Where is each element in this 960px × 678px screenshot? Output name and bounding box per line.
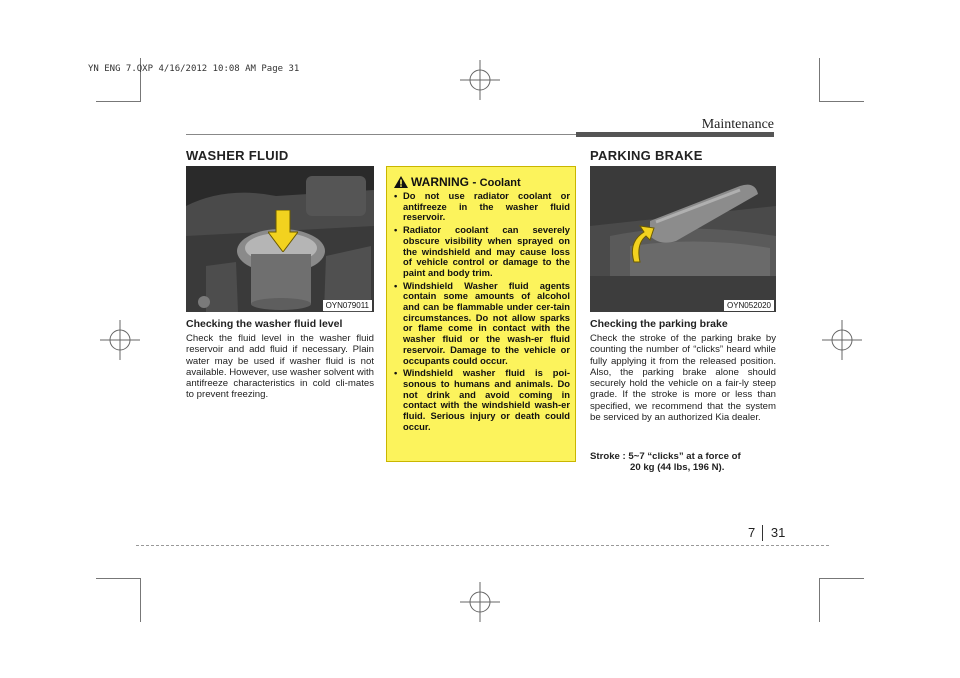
warning-item: • Windshield Washer fluid agents contain some amounts of alcohol and can be flammable under cer-tain circumstances. Do not allow sparks or flame come in contact with the washer fluid or the wash-er fluid reservoir. Damage to the vehicle or occupants could occur. [394,281,570,367]
warning-box [386,166,576,462]
registration-mark-icon [460,582,500,622]
crop-mark [819,578,820,622]
page-number-value: 31 [770,525,786,540]
print-slug: YN ENG 7.QXP 4/16/2012 10:08 AM Page 31 [88,64,300,74]
parking-brake-photo [590,166,776,312]
registration-mark-icon [822,320,862,360]
stroke-line-2: 20 kg (44 lbs, 196 N). [630,462,725,474]
header-bar [576,132,774,137]
warning-title [411,175,521,189]
washer-subhead: Checking the washer fluid level [186,318,343,330]
crop-mark [140,578,141,622]
warning-title-sub: Coolant [479,177,521,189]
stroke-spec [590,451,776,474]
page-number [748,525,785,540]
registration-mark-icon [460,60,500,100]
warning-item: • Windshield washer fluid is poi-sonous to humans and animals. Do not drink and avoid coming in contact with the windshield wash-er fluid. Serious injury or death could occur. [394,368,570,432]
crop-mark [96,578,140,579]
page-number-divider [762,525,763,541]
registration-mark-icon [100,320,140,360]
warning-title-main: WARNING - [411,175,477,189]
parking-body: Check the stroke of the parking brake by counting the number of “clicks” heard while fully applying it from the released position. Also, the parking brake alone should securely hold the vehicle on a fair-ly steep grade. If the stroke is more or less than specified, we recommend that the system be serviced by an authorized Kia dealer. [590,333,776,424]
washer-photo-code: OYN079011 [323,300,372,311]
warning-item: • Do not use radiator coolant or antifreeze in the washer fluid reservoir. [394,191,570,223]
stroke-line-1: 5~7 “clicks” at a force of [628,451,741,462]
washer-reservoir-photo [186,166,374,312]
header-section-label: Maintenance [701,117,774,132]
parking-subhead: Checking the parking brake [590,318,728,330]
warning-list [394,191,570,434]
crop-mark [820,578,864,579]
washer-fluid-title: WASHER FLUID [186,148,289,163]
footer-rule [136,545,829,546]
arrow-down-icon [268,210,298,252]
crop-mark [819,58,820,102]
crop-mark [96,101,140,102]
chapter-number: 7 [748,525,756,540]
curved-arrow-icon [626,224,656,264]
parking-photo-code: OYN052020 [724,300,774,311]
warning-item: • Radiator coolant can severely obscure visibility when sprayed on the windshield and may cause loss of vehicle control or damage to the paint and body trim. [394,225,570,279]
parking-brake-title: PARKING BRAKE [590,148,703,163]
warning-triangle-icon [394,176,408,188]
stroke-label: Stroke : [590,451,626,462]
crop-mark [820,101,864,102]
washer-body: Check the fluid level in the washer fluid reservoir and add fluid if necessary. Plain water may be used if washer fluid is not available. However, use washer solvent with antifreeze characteristics in cold cli-mates to prevent freezing. [186,333,374,401]
